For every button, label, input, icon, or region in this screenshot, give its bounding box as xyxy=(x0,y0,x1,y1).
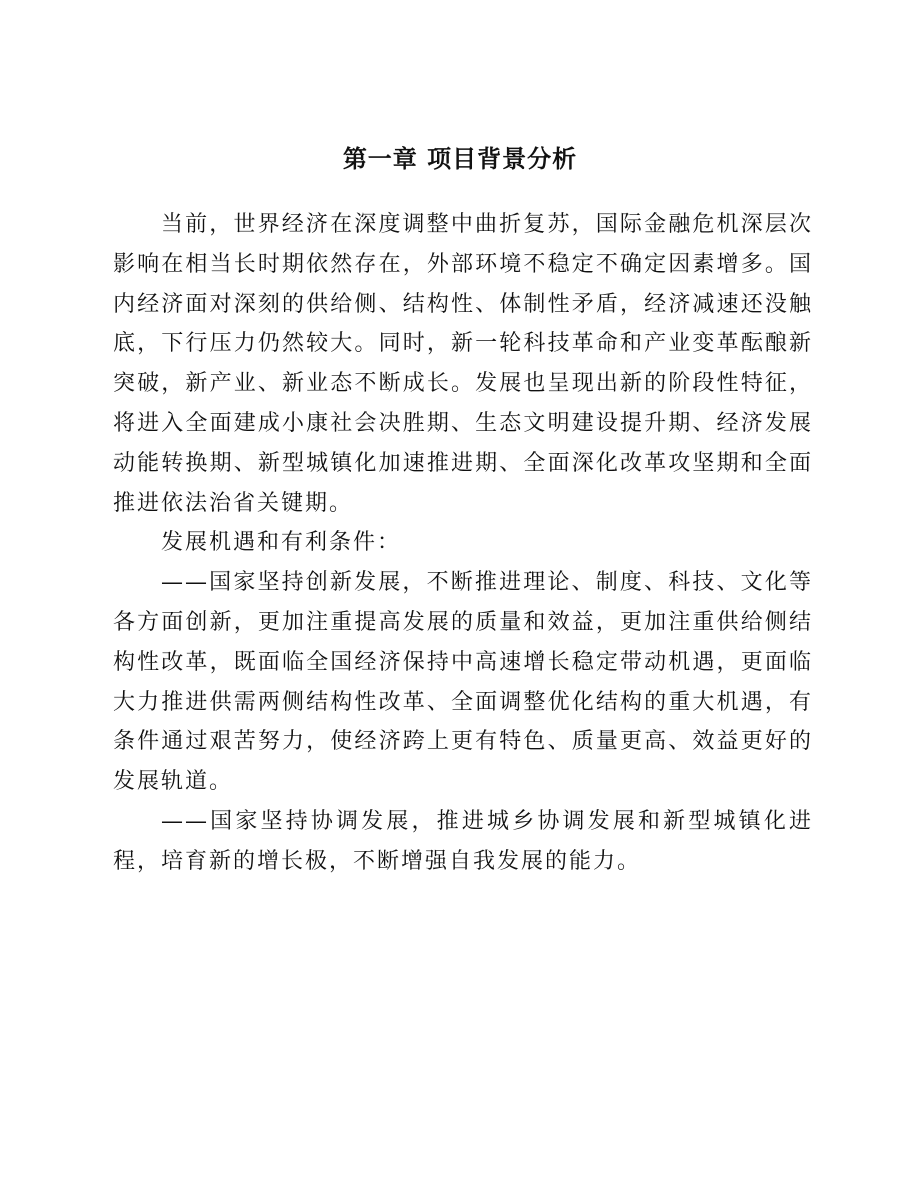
paragraph-background: 当前，世界经济在深度调整中曲折复苏，国际金融危机深层次影响在相当长时期依然存在，外部环境不稳定不确定因素增多。国内经济面对深刻的供给侧、结构性、体制性矛盾，经济减速还没触底，下行压力仍然较大。同时，新一轮科技革命和产业变革酝酿新突破，新产业、新业态不断成长。发展也呈现出新的阶段性特征，将进入全面建成小康社会决胜期、生态文明建设提升期、经济发展动能转换期、新型城镇化加速推进期、全面深化改革攻坚期和全面推进依法治省关键期。 xyxy=(113,212,813,516)
paragraph-coordination: ——国家坚持协调发展，推进城乡协调发展和新型城镇化进程，培育新的增长极，不断增强自我发展的能力。 xyxy=(113,808,813,874)
paragraph-innovation: ——国家坚持创新发展，不断推进理论、制度、科技、文化等各方面创新，更加注重提高发展的质量和效益，更加注重供给侧结构性改革，既面临全国经济保持中高速增长稳定带动机遇，更面临大力推进供需两侧结构性改革、全面调整优化结构的重大机遇，有条件通过艰苦努力，使经济跨上更有特色、质量更高、效益更好的发展轨道。 xyxy=(113,570,813,795)
paragraph-opportunities-heading: 发展机遇和有利条件： xyxy=(161,530,402,556)
chapter-title: 第一章 项目背景分析 xyxy=(342,145,578,173)
body-text xyxy=(113,205,813,882)
